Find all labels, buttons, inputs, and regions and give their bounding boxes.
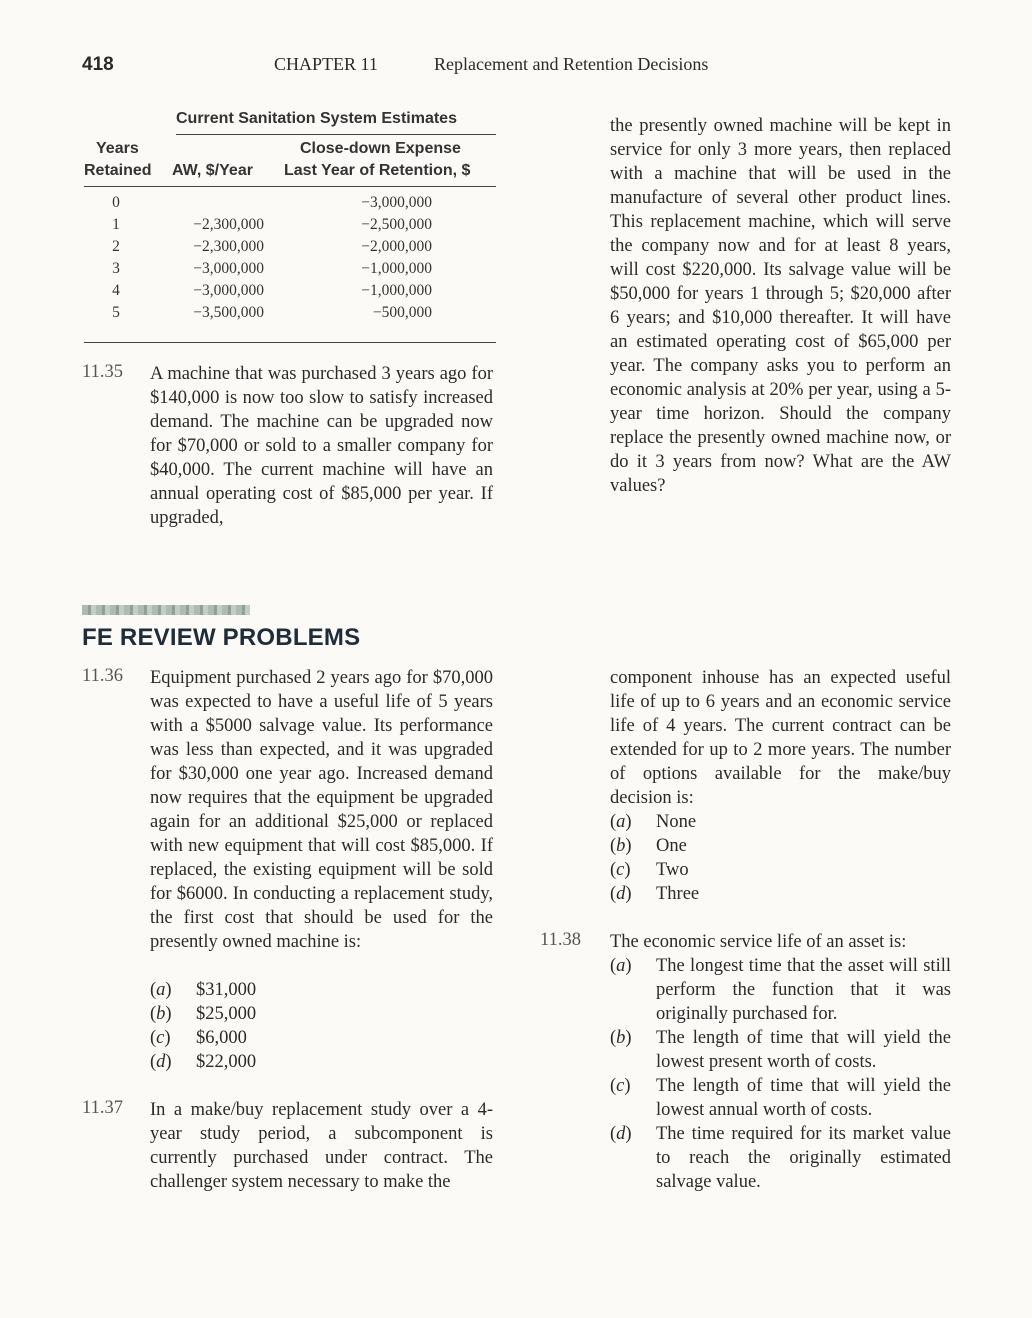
problem-number-11-38: 11.38 bbox=[540, 930, 581, 950]
problem-number-11-36: 11.36 bbox=[82, 666, 123, 686]
option-letter: d bbox=[616, 884, 626, 904]
option-a: (a) None bbox=[610, 812, 697, 832]
table-title-rule bbox=[176, 134, 496, 135]
option-text: $25,000 bbox=[196, 1004, 257, 1024]
option-text: One bbox=[656, 836, 687, 856]
header-years-line2: Retained bbox=[84, 162, 152, 179]
table-bottom-rule bbox=[84, 342, 496, 343]
header-years-line1: Years bbox=[96, 140, 139, 157]
option-text: The time required for its market value to reach the originally estimated salvage value. bbox=[656, 1124, 951, 1192]
option-text: $31,000 bbox=[196, 980, 257, 1000]
cell-close: −2,500,000 bbox=[361, 216, 432, 233]
option-text: The length of time that will yield the lowest annual worth of costs. bbox=[656, 1076, 951, 1120]
problem-11-35-text-right: the presently owned machine will be kept in service for only 3 more years, then replaced with a machine that will be used in the manufacture of several other product lines. This replacement machine, which will serve the company now and for at least 8 years, will cost $220,000. Its salvage value will be $50,000 for years 1 through 5; $20,000 after 6 years; and $10,000 thereafter. It will have an estimated operating cost of $65,000 per year. The company asks you to perform an economic analysis at 20% per year, using a 5-year time horizon. Should the company replace the presently owned machine now, or do it 3 years from now? What are the AW values? bbox=[610, 116, 951, 496]
section-decorative-bar bbox=[82, 605, 250, 615]
option-letter: a bbox=[616, 956, 626, 976]
cell-close: −500,000 bbox=[372, 304, 432, 321]
cell-close: −3,000,000 bbox=[361, 194, 432, 211]
option-d: (d) Three bbox=[610, 884, 700, 904]
chapter-title: Replacement and Retention Decisions bbox=[434, 54, 709, 74]
cell-aw: −3,500,000 bbox=[193, 304, 264, 321]
cell-years: 4 bbox=[112, 282, 120, 299]
section-heading-fe-review: FE REVIEW PROBLEMS bbox=[82, 624, 361, 651]
option-letter: a bbox=[156, 980, 166, 1000]
problem-11-36-text: Equipment purchased 2 years ago for $70,000 was expected to have a useful life of 5 years with a $5000 salvage value. Its performance was less than expected, and it was upgraded for $30,000 one year ago. Increased demand now requires that the equipment be upgraded again for an additional $25,000 or replaced with new equipment that will cost $85,000. If replaced, the existing equipment will be sold for $6000. In conducting a replacement study, the first cost that should be used for the presently owned machine is: bbox=[150, 668, 493, 952]
problem-number-11-37: 11.37 bbox=[82, 1098, 123, 1118]
cell-years: 5 bbox=[112, 304, 120, 321]
option-letter: b bbox=[156, 1004, 166, 1024]
option-b: (b) One bbox=[610, 836, 687, 856]
problem-11-38-text: The economic service life of an asset is: bbox=[610, 932, 907, 952]
option-text: None bbox=[656, 812, 697, 832]
option-letter: c bbox=[616, 860, 625, 880]
header-close-line2: Last Year of Retention, $ bbox=[284, 162, 471, 179]
option-a: (a) The longest time that the asset will still perform the function that it was originally purchased for. bbox=[610, 956, 951, 1024]
cell-aw: −3,000,000 bbox=[193, 282, 264, 299]
option-text: $6,000 bbox=[196, 1028, 247, 1048]
problem-11-37-text-right: component inhouse has an expected useful life of up to 6 years and an economic service life of 4 years. The current contract can be extended for up to 2 more years. The number of options available for the make/buy decision is: bbox=[610, 668, 951, 808]
option-b: (b) The length of time that will yield the lowest present worth of costs. bbox=[610, 1028, 951, 1072]
cell-aw: −2,300,000 bbox=[193, 216, 264, 233]
cell-close: −2,000,000 bbox=[361, 238, 432, 255]
header-aw: AW, $/Year bbox=[172, 162, 253, 179]
table-title: Current Sanitation System Estimates bbox=[176, 110, 457, 127]
option-a: (a) $31,000 bbox=[150, 980, 257, 1000]
problem-number-11-35: 11.35 bbox=[82, 362, 123, 382]
option-d: (d) The time required for its market value to reach the originally estimated salvage value. bbox=[610, 1124, 951, 1192]
option-letter: d bbox=[616, 1124, 626, 1144]
option-letter: b bbox=[616, 1028, 626, 1048]
option-text: The length of time that will yield the lowest present worth of costs. bbox=[656, 1028, 951, 1072]
cell-years: 3 bbox=[112, 260, 120, 277]
option-letter: c bbox=[616, 1076, 625, 1096]
cell-years: 2 bbox=[112, 238, 120, 255]
page-number: 418 bbox=[82, 54, 114, 75]
option-letter: b bbox=[616, 836, 626, 856]
chapter-label: CHAPTER 11 bbox=[274, 54, 378, 74]
problem-11-35-text-left: A machine that was purchased 3 years ago for $140,000 is now too slow to satisfy increased demand. The machine can be upgraded now for $70,000 or sold to a smaller company for $40,000. The current machine will have an annual operating cost of $85,000 per year. If upgraded, bbox=[150, 364, 493, 528]
cell-aw: −2,300,000 bbox=[193, 238, 264, 255]
option-text: $22,000 bbox=[196, 1052, 257, 1072]
option-letter: a bbox=[616, 812, 626, 832]
option-letter: c bbox=[156, 1028, 165, 1048]
header-close-line1: Close-down Expense bbox=[300, 140, 461, 157]
cell-years: 0 bbox=[112, 194, 120, 211]
cell-close: −1,000,000 bbox=[361, 282, 432, 299]
option-c: (c) $6,000 bbox=[150, 1028, 247, 1048]
option-text: Three bbox=[656, 884, 700, 904]
option-c: (c) The length of time that will yield the lowest annual worth of costs. bbox=[610, 1076, 951, 1120]
cell-years: 1 bbox=[112, 216, 120, 233]
option-c: (c) Two bbox=[610, 860, 689, 880]
cell-aw: −3,000,000 bbox=[193, 260, 264, 277]
cell-close: −1,000,000 bbox=[361, 260, 432, 277]
table-header-rule bbox=[84, 186, 496, 187]
option-letter: d bbox=[156, 1052, 166, 1072]
option-b: (b) $25,000 bbox=[150, 1004, 257, 1024]
option-text: The longest time that the asset will still perform the function that it was originally purchased for. bbox=[656, 956, 951, 1024]
option-text: Two bbox=[656, 860, 689, 880]
option-d: (d) $22,000 bbox=[150, 1052, 257, 1072]
problem-11-37-text-left: In a make/buy replacement study over a 4-year study period, a subcomponent is currently purchased under contract. The challenger system necessary to make the bbox=[150, 1100, 493, 1192]
